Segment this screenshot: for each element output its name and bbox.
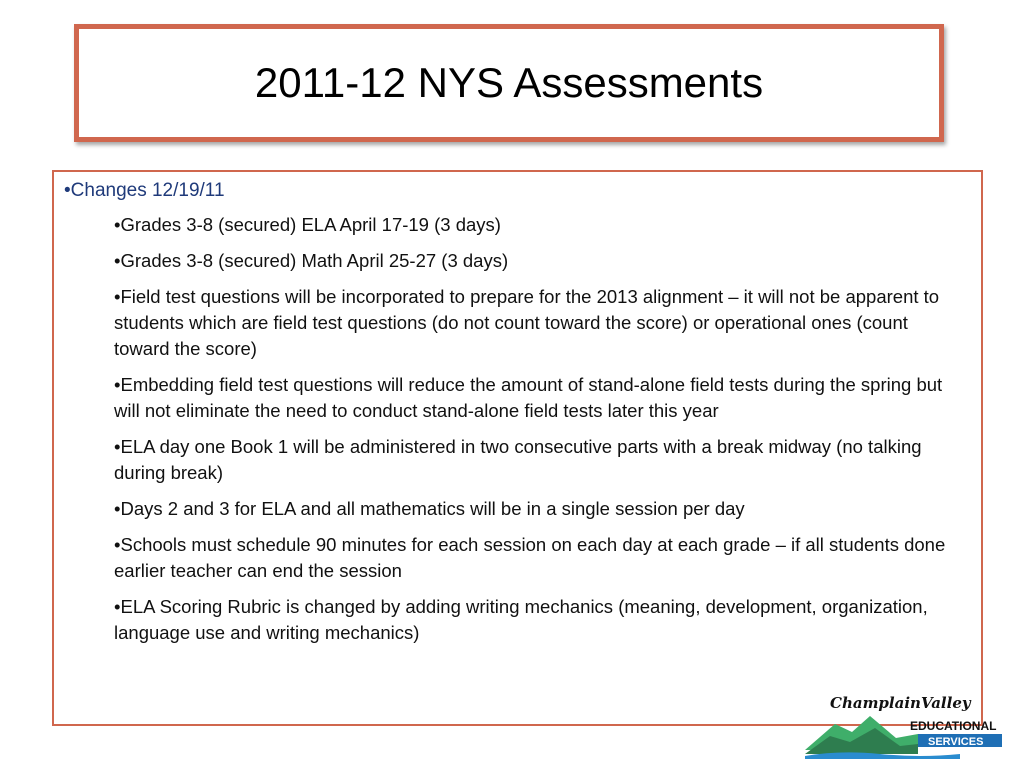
sub-bullet-7: •Schools must schedule 90 minutes for each session on each day at each grade – if all students done earlier teacher can end the session [114, 534, 946, 581]
sub-bullet-2: •Grades 3-8 (secured) Math April 25-27 (3 days) [114, 250, 509, 271]
champlain-valley-logo [800, 688, 1005, 760]
logo-script-text: ChamplainValley [830, 694, 971, 712]
logo-educational-text: EDUCATIONAL [910, 719, 997, 733]
main-bullet: •Changes 12/19/11 [64, 180, 225, 201]
sub-bullet-1: •Grades 3-8 (secured) ELA April 17-19 (3 days) [114, 214, 501, 235]
content-box [52, 170, 983, 726]
slide-title: 2011-12 NYS Assessments [254, 59, 764, 106]
sub-bullet-6: •Days 2 and 3 for ELA and all mathematics will be in a single session per day [114, 498, 745, 519]
title-box [74, 24, 944, 142]
logo-services-text: SERVICES [928, 736, 984, 748]
sub-bullet-8: •ELA Scoring Rubric is changed by adding writing mechanics (meaning, development, organization, language use and writing mechanics) [114, 596, 928, 643]
sub-bullet-3: •Field test questions will be incorporated to prepare for the 2013 alignment – it will not be apparent to students which are field test questions (do not count toward the score) or operational ones (count toward the score) [114, 286, 940, 359]
sub-bullet-4: •Embedding field test questions will reduce the amount of stand-alone field tests during the spring but will not eliminate the need to conduct stand-alone field tests later this year [114, 374, 943, 421]
sub-bullet-list [114, 212, 964, 656]
sub-bullet-5: •ELA day one Book 1 will be administered in two consecutive parts with a break midway (no talking during break) [114, 436, 922, 483]
